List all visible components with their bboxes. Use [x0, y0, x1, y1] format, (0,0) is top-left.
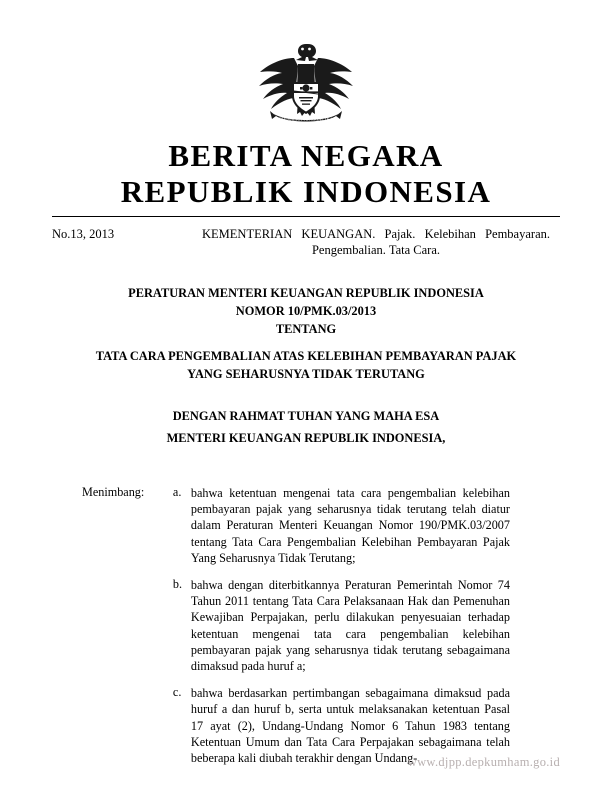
invocation-line-2: MENTERI KEUANGAN REPUBLIK INDONESIA,: [166, 431, 446, 445]
list-item-marker: b.: [172, 577, 183, 592]
list-item-text: bahwa berdasarkan pertimbangan sebagaimana dimaksud pada huruf a dan huruf b, serta untuk melaksanakan ketentuan Pasal 17 ayat (2), Undang-Undang Nomor 6 Tahun 1983 tentang Ketentuan Umum dan Tata Cara Perpajakan sebagaimana telah beberapa kali diubah terakhir dengan Undang-: [190, 686, 510, 766]
issue-subject: KEMENTERIAN KEUANGAN. Pajak. Kelebihan Pembayaran. Pengembalian. Tata Cara.: [202, 227, 550, 257]
considering-items: [173, 485, 560, 777]
regulation-subject-line-1: TATA CARA PENGEMBALIAN ATAS KELEBIHAN PEMBAYARAN PAJAK: [95, 349, 517, 363]
considering-colon: :: [140, 485, 145, 499]
regulation-number: NOMOR 10/PMK.03/2013: [235, 304, 377, 318]
regulation-title-block: [52, 284, 560, 383]
list-item-marker: c.: [172, 685, 182, 700]
masthead-divider: [52, 216, 560, 217]
list-item-text: bahwa ketentuan mengenai tata cara pengembalian kelebihan pembayaran pajak yang seharusnya tidak terutang telah diatur dalam Peraturan Menteri Keuangan Nomor 190/PMK.03/2007 tentang Tata Cara Pengembalian Kelebihan Pembayaran Pajak Yang Seharusnya Tidak Terutang;: [190, 486, 510, 565]
masthead-line-2: REPUBLIK INDONESIA: [120, 174, 492, 209]
considering-label: Menimbang: [82, 485, 141, 499]
issue-row: [52, 226, 560, 258]
list-item-marker: a.: [172, 485, 182, 499]
svg-text:BHINNEKA TUNGGAL IKA: BHINNEKA TUNGGAL IKA: [279, 116, 333, 122]
list-item: [173, 485, 510, 566]
invocation-block: [52, 405, 560, 449]
regulation-institution: PERATURAN MENTERI KEUANGAN REPUBLIK INDONESIA: [128, 286, 484, 300]
masthead-line-1: BERITA NEGARA: [168, 138, 444, 173]
masthead: [52, 138, 560, 210]
considering-section: [52, 485, 560, 777]
regulation-about-label: TENTANG: [275, 322, 337, 336]
regulation-subject-line-2: YANG SEHARUSNYA TIDAK TERUTANG: [187, 367, 425, 381]
invocation-line-1: DENGAN RAHMAT TUHAN YANG MAHA ESA: [172, 409, 440, 423]
issue-number: No.13, 2013: [52, 227, 115, 241]
garuda-pancasila-emblem: [254, 38, 358, 130]
footer-watermark: www.djpp.depkumham.go.id: [407, 755, 560, 769]
emblem-container: [52, 0, 560, 130]
list-item: [173, 577, 510, 674]
list-item-text: bahwa dengan diterbitkannya Peraturan Pemerintah Nomor 74 Tahun 2011 tentang Tata Cara Pelaksanaan Hak dan Pemenuhan Kewajiban Perpajakan, perlu dilakukan penyesuaian terhadap ketentuan mengenai tata cara pengembalian kelebihan pembayaran pajak yang seharusnya tidak terutang sebagaimana dimaksud pada huruf a;: [190, 578, 510, 674]
